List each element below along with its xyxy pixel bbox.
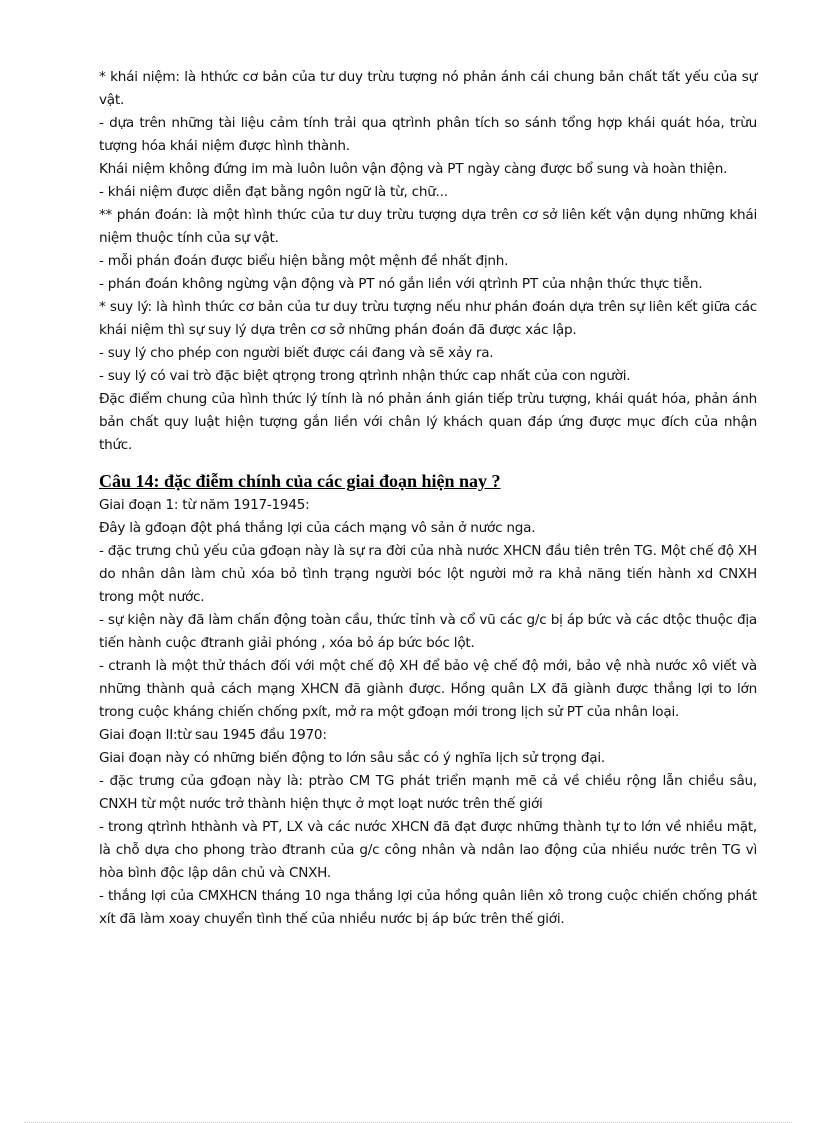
paragraph: * suy lý: là hình thức cơ bản của tư duy trừu tượng nếu như phán đoán dựa trên sự liên kết giữa các khái niệm thì sự suy lý dựa trên cơ sở những phán đoán đã được xác lập.	[99, 299, 757, 338]
paragraph: - đặc trưng của gđoạn này là: ptrào CM TG phát triển mạnh mẽ cả về chiều rộng lẫn chiều sâu, CNXH từ một nước trở thành hiện thực ở mọt loạt nước trên thế giới	[99, 773, 757, 812]
paragraph: ** phán đoán: là một hình thức của tư duy trừu tượng dựa trên cơ sở liên kết vận dụng những khái niệm thuộc tính của sự vật.	[99, 207, 757, 246]
paragraph: Khái niệm không đứng im mà luôn luôn vận động và PT ngày càng được bổ sung và hoàn thiện.	[99, 161, 728, 177]
paragraph: - suy lý cho phép con người biết được cái đang và sẽ xảy ra.	[99, 345, 494, 361]
paragraph: - sự kiện này đã làm chấn động toàn cầu, thức tỉnh và cổ vũ các g/c bị áp bức và các dtộc thuộc địa tiến hành cuộc đtranh giải phóng , xóa bỏ áp bức bóc lột.	[99, 612, 757, 651]
document-body	[99, 66, 757, 931]
paragraph: - đặc trưng chủ yếu của gđoạn này là sự ra đời của nhà nước XHCN đầu tiên trên TG. Một chế độ XH do nhân dân làm chủ xóa bỏ tình trạng người bóc lột người mở ra khả năng tiến hành xd CNXH trong một nước.	[99, 543, 757, 605]
paragraph: Giai đoạn 1: từ năm 1917-1945:	[99, 497, 310, 513]
paragraph: Đặc điểm chung của hình thức lý tính là nó phản ánh gián tiếp trừu tượng, khái quát hóa, phản ánh bản chất quy luật hiện tượng gắn liền với chân lý khách quan đáp ứng được mục đích của nhận thức.	[99, 391, 757, 453]
paragraph: - trong qtrình hthành và PT, LX và các nước XHCN đã đạt được những thành tự to lớn về nhiều mặt, là chỗ dựa cho phong trào đtranh của g/c công nhân và ndân lao động của nhiều nước trên TG vì hòa bình độc lập dân chủ và CNXH.	[99, 819, 757, 881]
paragraph: - thắng lợi của CMXHCN tháng 10 nga thắng lợi của hồng quân liên xô trong cuộc chiến chống phát xít đã làm xoay chuyển tình thế của nhiều nước bị áp bức trên thế giới.	[99, 888, 757, 927]
paragraph: - khái niệm được diễn đạt bằng ngôn ngữ là từ, chữ...	[99, 184, 448, 200]
question-heading: Câu 14: đặc điễm chính của các giai đoạn hiện nay ?	[99, 471, 501, 491]
paragraph: - mỗi phán đoán được biểu hiện bằng một mệnh đề nhất định.	[99, 253, 509, 269]
paragraph: - ctranh là một thử thách đối với một chế độ XH để bảo vệ chế độ mới, bảo vệ nhà nước xô viết và những thành quả cách mạng XHCN đã giành được. Hồng quân LX đã giành được thắng lợi to lớn trong cuộc kháng chiến chống pxít, mở ra một gđoạn mới trong lịch sử PT của nhân loại.	[99, 658, 757, 720]
paragraph: - suy lý có vai trò đặc biệt qtrọng trong qtrình nhận thức cap nhất của con người.	[99, 368, 631, 384]
paragraph: Giai đoạn II:từ sau 1945 đầu 1970:	[99, 727, 327, 743]
section-concepts	[99, 66, 757, 457]
section-periods	[99, 494, 757, 931]
paragraph: - phán đoán không ngừng vận động và PT nó gắn liền với qtrình PT của nhận thức thực tiễn.	[99, 276, 703, 292]
paragraph: * khái niệm: là hthức cơ bản của tư duy trừu tượng nó phản ánh cái chung bản chất tất yếu của sự vật.	[99, 69, 757, 108]
paragraph: Giai đoạn này có những biến động to lớn sâu sắc có ý nghĩa lịch sử trọng đại.	[99, 750, 605, 766]
paragraph: Đây là gđoạn đột phá thắng lợi của cách mạng vô sản ở nước nga.	[99, 520, 536, 536]
paragraph: - dựa trên những tài liệu cảm tính trải qua qtrình phân tích so sánh tổng hợp khái quát hóa, trừu tượng hóa khái niệm được hình thành.	[99, 115, 757, 154]
